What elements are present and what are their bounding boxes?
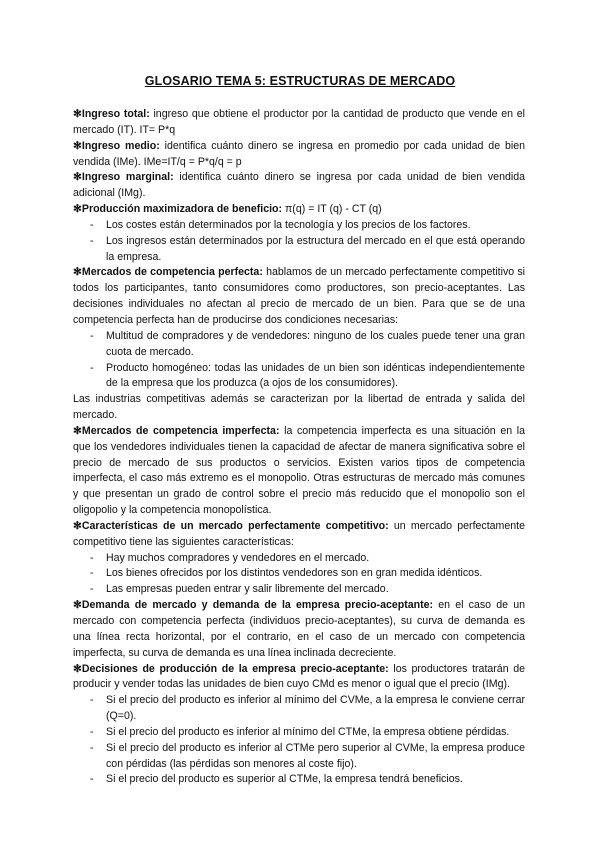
glossary-definition: hablamos de un mercado perfectamente competitivo si todos los participantes, tanto consumidores como productores, son precio-aceptantes. Las decisiones individuales no afectan al precio de mercado de un bien. Para que se de una competencia perfecta han de producirse dos condiciones necesarias: (73, 266, 526, 326)
asterisk-bullet-icon: ✻ (73, 266, 82, 279)
asterisk-bullet-icon: ✻ (73, 662, 82, 675)
list-item (73, 741, 525, 773)
glossary-entry (73, 662, 525, 694)
dash-bullet-icon: - (90, 741, 94, 754)
list-item (73, 582, 525, 598)
glossary-definition: un mercado perfectamente competitivo tiene las siguientes características: (73, 519, 525, 548)
list-item-text: Hay muchos compradores y vendedores en el mercado. (106, 551, 370, 564)
list-item-text: Multitud de compradores y de vendedores: ninguno de los cuales puede tener una gran cuota de mercado. (106, 329, 525, 358)
glossary-term: Ingreso medio: (81, 139, 160, 152)
dash-bullet-icon: - (90, 329, 94, 342)
list-item (73, 361, 525, 393)
dash-bullet-icon: - (90, 361, 94, 374)
list-item (73, 234, 525, 266)
glossary-term: Ingreso total: (81, 108, 150, 120)
glossary-entry (73, 202, 525, 218)
dash-bullet-icon: - (90, 567, 94, 580)
glossary-term: Producción maximizadora de beneficio: (81, 203, 283, 216)
list-item-text: Los costes están determinados por la tecnología y los precios de los factores. (106, 218, 471, 231)
list-item-text: Si el precio del producto es superior al CTMe, la empresa tendrá beneficios. (106, 773, 463, 786)
glossary-term: Demanda de mercado y demanda de la empresa precio-aceptante: (81, 599, 434, 612)
glossary-definition: identifica cuánto dinero se ingresa por cada unidad de bien vendida adicional (IMg). (73, 171, 525, 200)
asterisk-bullet-icon: ✻ (73, 139, 82, 152)
glossary-entry (73, 170, 525, 202)
list-item (73, 329, 525, 361)
list-item (73, 725, 525, 741)
dash-bullet-icon: - (90, 773, 94, 786)
glossary-definition: ingreso que obtiene el productor por la cantidad de producto que vende en el mercado (IT). IT= P*q (73, 108, 525, 136)
asterisk-bullet-icon: ✻ (73, 171, 82, 184)
glossary-entry (73, 107, 525, 139)
list-item (73, 218, 525, 234)
glossary-entry (73, 265, 525, 328)
glossary-definition: identifica cuánto dinero se ingresa en promedio por cada unidad de bien vendida (IMe). IMe=IT/q = P*q/q = p (73, 139, 525, 168)
glossary-definition: los productores tratarán de producir y vender todas las unidades de bien cuyo CMd es menor o igual que el precio (IMg). (73, 662, 526, 691)
glossary-definition: en el caso de un mercado con competencia perfecta (individuos precio-aceptantes), su curva de demanda es una línea recta horizontal, por el contrario, en el caso de un mercado con competencia imperfecta, su curva de demanda es una línea inclinada decreciente. (73, 599, 525, 659)
glossary-entry (73, 519, 525, 551)
bullet-list (73, 551, 525, 599)
asterisk-bullet-icon: ✻ (73, 108, 82, 120)
glossary-definition: la competencia imperfecta es una situación en la que los vendedores individuales tienen la capacidad de afectar de manera significativa sobre el precio de mercado de sus productos o servicios. Existen varios tipos de competencia imperfecta, el caso más extremo es el monopolio. Otras estructuras de mercado más comunes y que presentan un grado de control sobre el precio más reducido que el monopolio son el oligopolio y la competencia monopolística. (73, 424, 525, 517)
glossary-term: Características de un mercado perfectamente competitivo: (81, 519, 389, 532)
glossary-term: Decisiones de producción de la empresa precio-aceptante: (81, 662, 389, 675)
glossary-entry (73, 139, 525, 171)
asterisk-bullet-icon: ✻ (73, 599, 82, 612)
asterisk-bullet-icon: ✻ (73, 519, 82, 532)
list-item-text: Si el precio del producto es inferior al mínimo del CTMe, la empresa obtiene pérdidas. (106, 725, 510, 738)
list-item (73, 693, 525, 725)
glossary-term: Ingreso marginal: (81, 171, 174, 184)
glossary-entry (73, 598, 525, 661)
list-item-text: Si el precio del producto es inferior al mínimo del CVMe, a la empresa le conviene cerrar (Q=0). (106, 694, 525, 723)
list-item (73, 566, 525, 582)
document-title: GLOSARIO TEMA 5: ESTRUCTURAS DE MERCADO (144, 74, 456, 88)
dash-bullet-icon: - (90, 694, 94, 707)
dash-bullet-icon: - (90, 725, 94, 738)
glossary-entry (73, 424, 525, 519)
list-item-text: Los bienes ofrecidos por los distintos vendedores son en gran medida idénticos. (106, 567, 483, 580)
document-body (73, 107, 525, 788)
paragraph-text: Las industrias competitivas además se caracterizan por la libertad de entrada y salida del mercado. (73, 393, 525, 422)
dash-bullet-icon: - (90, 583, 94, 596)
asterisk-bullet-icon: ✻ (73, 424, 82, 437)
dash-bullet-icon: - (90, 234, 94, 247)
dash-bullet-icon: - (90, 218, 94, 231)
glossary-term: Mercados de competencia perfecta: (81, 266, 263, 279)
bullet-list (73, 329, 525, 392)
asterisk-bullet-icon: ✻ (73, 203, 82, 216)
list-item-text: Los ingresos están determinados por la estructura del mercado en el que está operando la empresa. (106, 234, 525, 263)
glossary-term: Mercados de competencia imperfecta: (81, 424, 280, 437)
list-item (73, 772, 525, 788)
bullet-list (73, 218, 525, 266)
list-item-text: Producto homogéneo: todas las unidades de un bien son idénticas independientemente de la empresa que los produzca (a ojos de los consumidores). (106, 361, 525, 390)
bullet-list (73, 693, 525, 788)
glossary-definition: π(q) = IT (q) - CT (q) (282, 203, 382, 216)
list-item-text: Las empresas pueden entrar y salir libremente del mercado. (106, 583, 389, 596)
list-item-text: Si el precio del producto es inferior al CTMe pero superior al CVMe, la empresa produce con pérdidas (las pérdidas son menores al coste fijo). (106, 741, 525, 770)
list-item (73, 551, 525, 567)
dash-bullet-icon: - (90, 551, 94, 564)
